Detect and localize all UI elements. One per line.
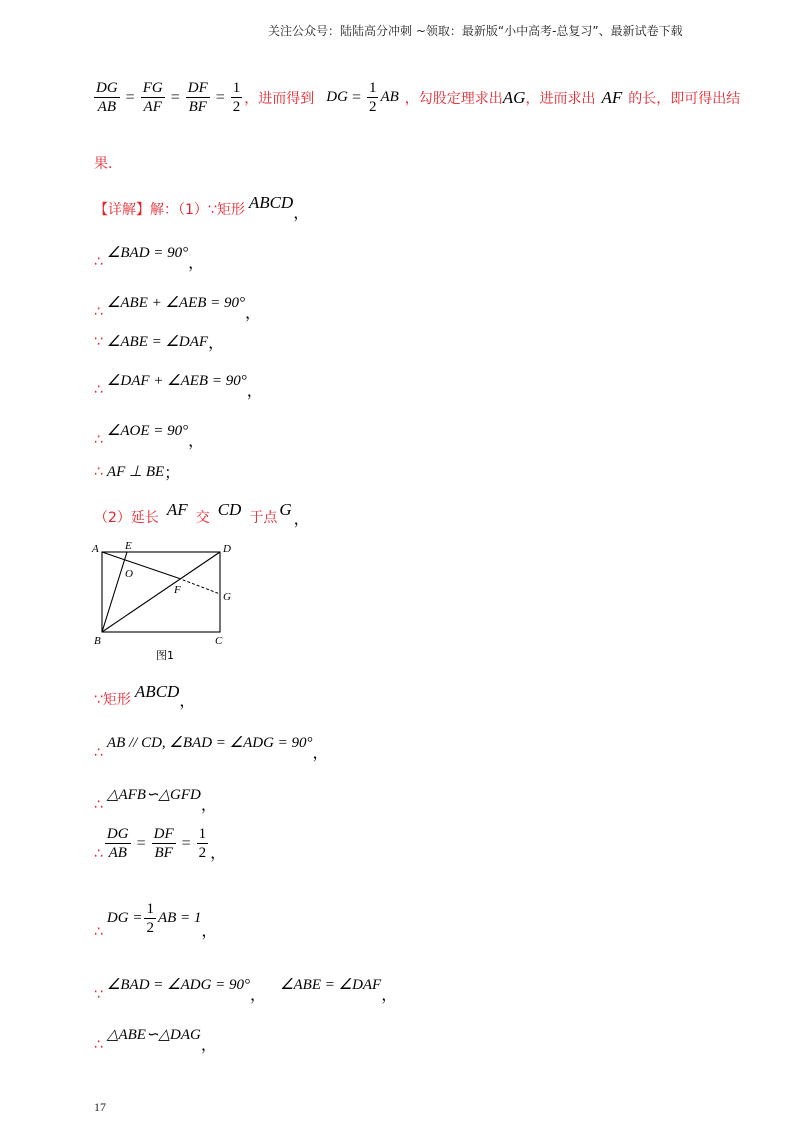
label-b: B [94, 635, 101, 647]
geometry-figure [88, 540, 248, 665]
text-segment: 交 [195, 509, 210, 526]
math-expression: ∠ABE + ∠AEB = 90° [106, 295, 246, 311]
fraction [231, 80, 243, 115]
denominator: BF [154, 845, 173, 861]
text-segment: ∵矩形 [94, 691, 131, 708]
comma: ， [245, 305, 262, 322]
math-af: AF [601, 87, 623, 107]
comma: ， [293, 205, 310, 222]
math-expression: ∠DAF + ∠AEB = 90° [106, 373, 247, 389]
numerator: DG [96, 80, 118, 96]
therefore-symbol: ∴ [94, 923, 103, 940]
math-expression: ∠ABE = ∠DAF [280, 977, 382, 993]
proof-line-5 [94, 410, 204, 451]
math-ag: AG [502, 87, 526, 107]
math-expression: AF ⊥ BE [106, 464, 165, 480]
text-segment: ，勾股定理求出 [404, 90, 503, 107]
proof-line-1 [94, 232, 204, 273]
numerator: DG [106, 826, 129, 842]
label-a: A [92, 543, 99, 555]
proof2-line-4 [94, 896, 217, 941]
fraction [94, 80, 120, 115]
part2-heading [94, 490, 310, 529]
math-expression: ∠AOE = 90° [106, 423, 189, 439]
denominator: 2 [146, 920, 154, 936]
segment-be [102, 552, 127, 632]
equals-sign: = [351, 88, 361, 106]
comma: ， [200, 1037, 217, 1054]
comma: ， [200, 797, 217, 814]
label-e: E [125, 540, 132, 552]
equals-sign: = [136, 834, 146, 852]
denominator: AB [97, 99, 116, 115]
text-segment: ，进而得到 [244, 90, 315, 107]
comma: ， [188, 433, 205, 450]
math-expression: ∠BAD = 90° [106, 245, 189, 261]
comma: ， [246, 383, 263, 400]
numerator: DF [187, 80, 208, 96]
numerator: DF [153, 826, 174, 842]
text-segment: 的长，即可得出结 [628, 90, 741, 107]
denominator: 2 [368, 99, 377, 115]
segment-af [102, 552, 178, 578]
proof2-line-5 [94, 964, 397, 1005]
figure-caption: 图1 [156, 649, 174, 662]
page-number: 17 [94, 1100, 106, 1114]
therefore-symbol: ∴ [94, 253, 103, 270]
math-expression: △AFB∽△GFD [106, 787, 201, 803]
proof2-line-3 [94, 824, 226, 863]
because-symbol: ∵ [94, 333, 103, 350]
segment-bd [102, 552, 220, 632]
math-cd: CD [217, 499, 242, 519]
text-segment: （2）延长 [94, 509, 159, 526]
ratio-line [92, 80, 740, 115]
fraction [186, 80, 210, 115]
denominator: 2 [232, 99, 241, 115]
comma: ， [201, 923, 218, 940]
therefore-symbol: ∴ [94, 463, 103, 480]
label-d: D [223, 543, 231, 555]
equals-sign: = [181, 834, 191, 852]
proof-line-4 [94, 360, 263, 401]
math-abcd: ABCD [134, 681, 180, 701]
denominator: BF [188, 99, 207, 115]
semicolon: ； [164, 465, 181, 482]
math-expression: AB // CD, ∠BAD = ∠ADG = 90° [106, 735, 313, 751]
therefore-symbol: ∴ [94, 744, 103, 761]
math-expression: ∠ABE = ∠DAF [106, 334, 209, 350]
equals-sign: = [215, 88, 225, 106]
math-expression: DG = [106, 910, 143, 926]
denominator: AB [108, 845, 127, 861]
fraction [152, 826, 176, 861]
comma: ， [188, 255, 205, 272]
label-c: C [215, 635, 223, 647]
math-abcd: ABCD [248, 192, 294, 212]
because-symbol: ∵ [94, 986, 103, 1003]
label-o: O [125, 568, 133, 580]
proof2-line-2 [94, 774, 217, 815]
therefore-symbol: ∴ [94, 1036, 103, 1053]
numerator: 1 [232, 80, 241, 96]
fraction [105, 826, 131, 861]
equals-sign: = [125, 88, 135, 106]
label-f: F [174, 584, 181, 596]
comma: ， [179, 693, 196, 710]
segment-fg-dashed [178, 578, 220, 594]
math-ab: AB [380, 89, 399, 105]
math-expression: △ABE∽△DAG [106, 1027, 201, 1043]
math-expression: AB = 1 [157, 910, 202, 926]
numerator: FG [142, 80, 163, 96]
page-header: 关注公众号：陆陆高分冲刺 ~领取：最新版“小中高考-总复习”、最新试卷下载 [268, 24, 683, 38]
comma: ， [381, 987, 398, 1004]
fraction [197, 826, 209, 861]
proof2-line-1 [94, 722, 329, 763]
text-continuation: 果. [94, 156, 113, 172]
therefore-symbol: ∴ [94, 303, 103, 320]
fraction [141, 80, 165, 115]
proof2-line-6 [94, 1014, 217, 1055]
proof-line-6 [94, 460, 180, 483]
therefore-symbol: ∴ [94, 796, 103, 813]
label-g: G [223, 591, 231, 603]
proof-line-2 [94, 282, 261, 323]
math-g: G [279, 499, 292, 519]
therefore-symbol: ∴ [94, 845, 103, 862]
detail-heading [94, 182, 309, 223]
math-dg: DG [326, 89, 348, 105]
fraction [367, 80, 379, 115]
comma: ， [208, 335, 225, 352]
equals-sign: = [170, 88, 180, 106]
math-af: AF [166, 499, 188, 519]
denominator: 2 [198, 845, 207, 861]
numerator: 1 [198, 826, 207, 842]
numerator: 1 [146, 901, 154, 917]
math-expression: ∠BAD = ∠ADG = 90° [106, 977, 251, 993]
therefore-symbol: ∴ [94, 381, 103, 398]
comma: ， [210, 845, 227, 862]
proof-line-3 [94, 330, 224, 353]
comma: ， [312, 745, 329, 762]
denominator: AF [143, 99, 162, 115]
fraction [144, 901, 156, 936]
numerator: 1 [368, 80, 377, 96]
text-segment: ，进而求出 [525, 90, 596, 107]
therefore-symbol: ∴ [94, 431, 103, 448]
comma: ， [293, 511, 310, 528]
detail-label: 【详解】解：（1）∵矩形 [94, 201, 245, 218]
comma: ， [250, 987, 267, 1004]
proof2-line-0 [94, 672, 195, 711]
text-segment: 于点 [249, 509, 278, 526]
